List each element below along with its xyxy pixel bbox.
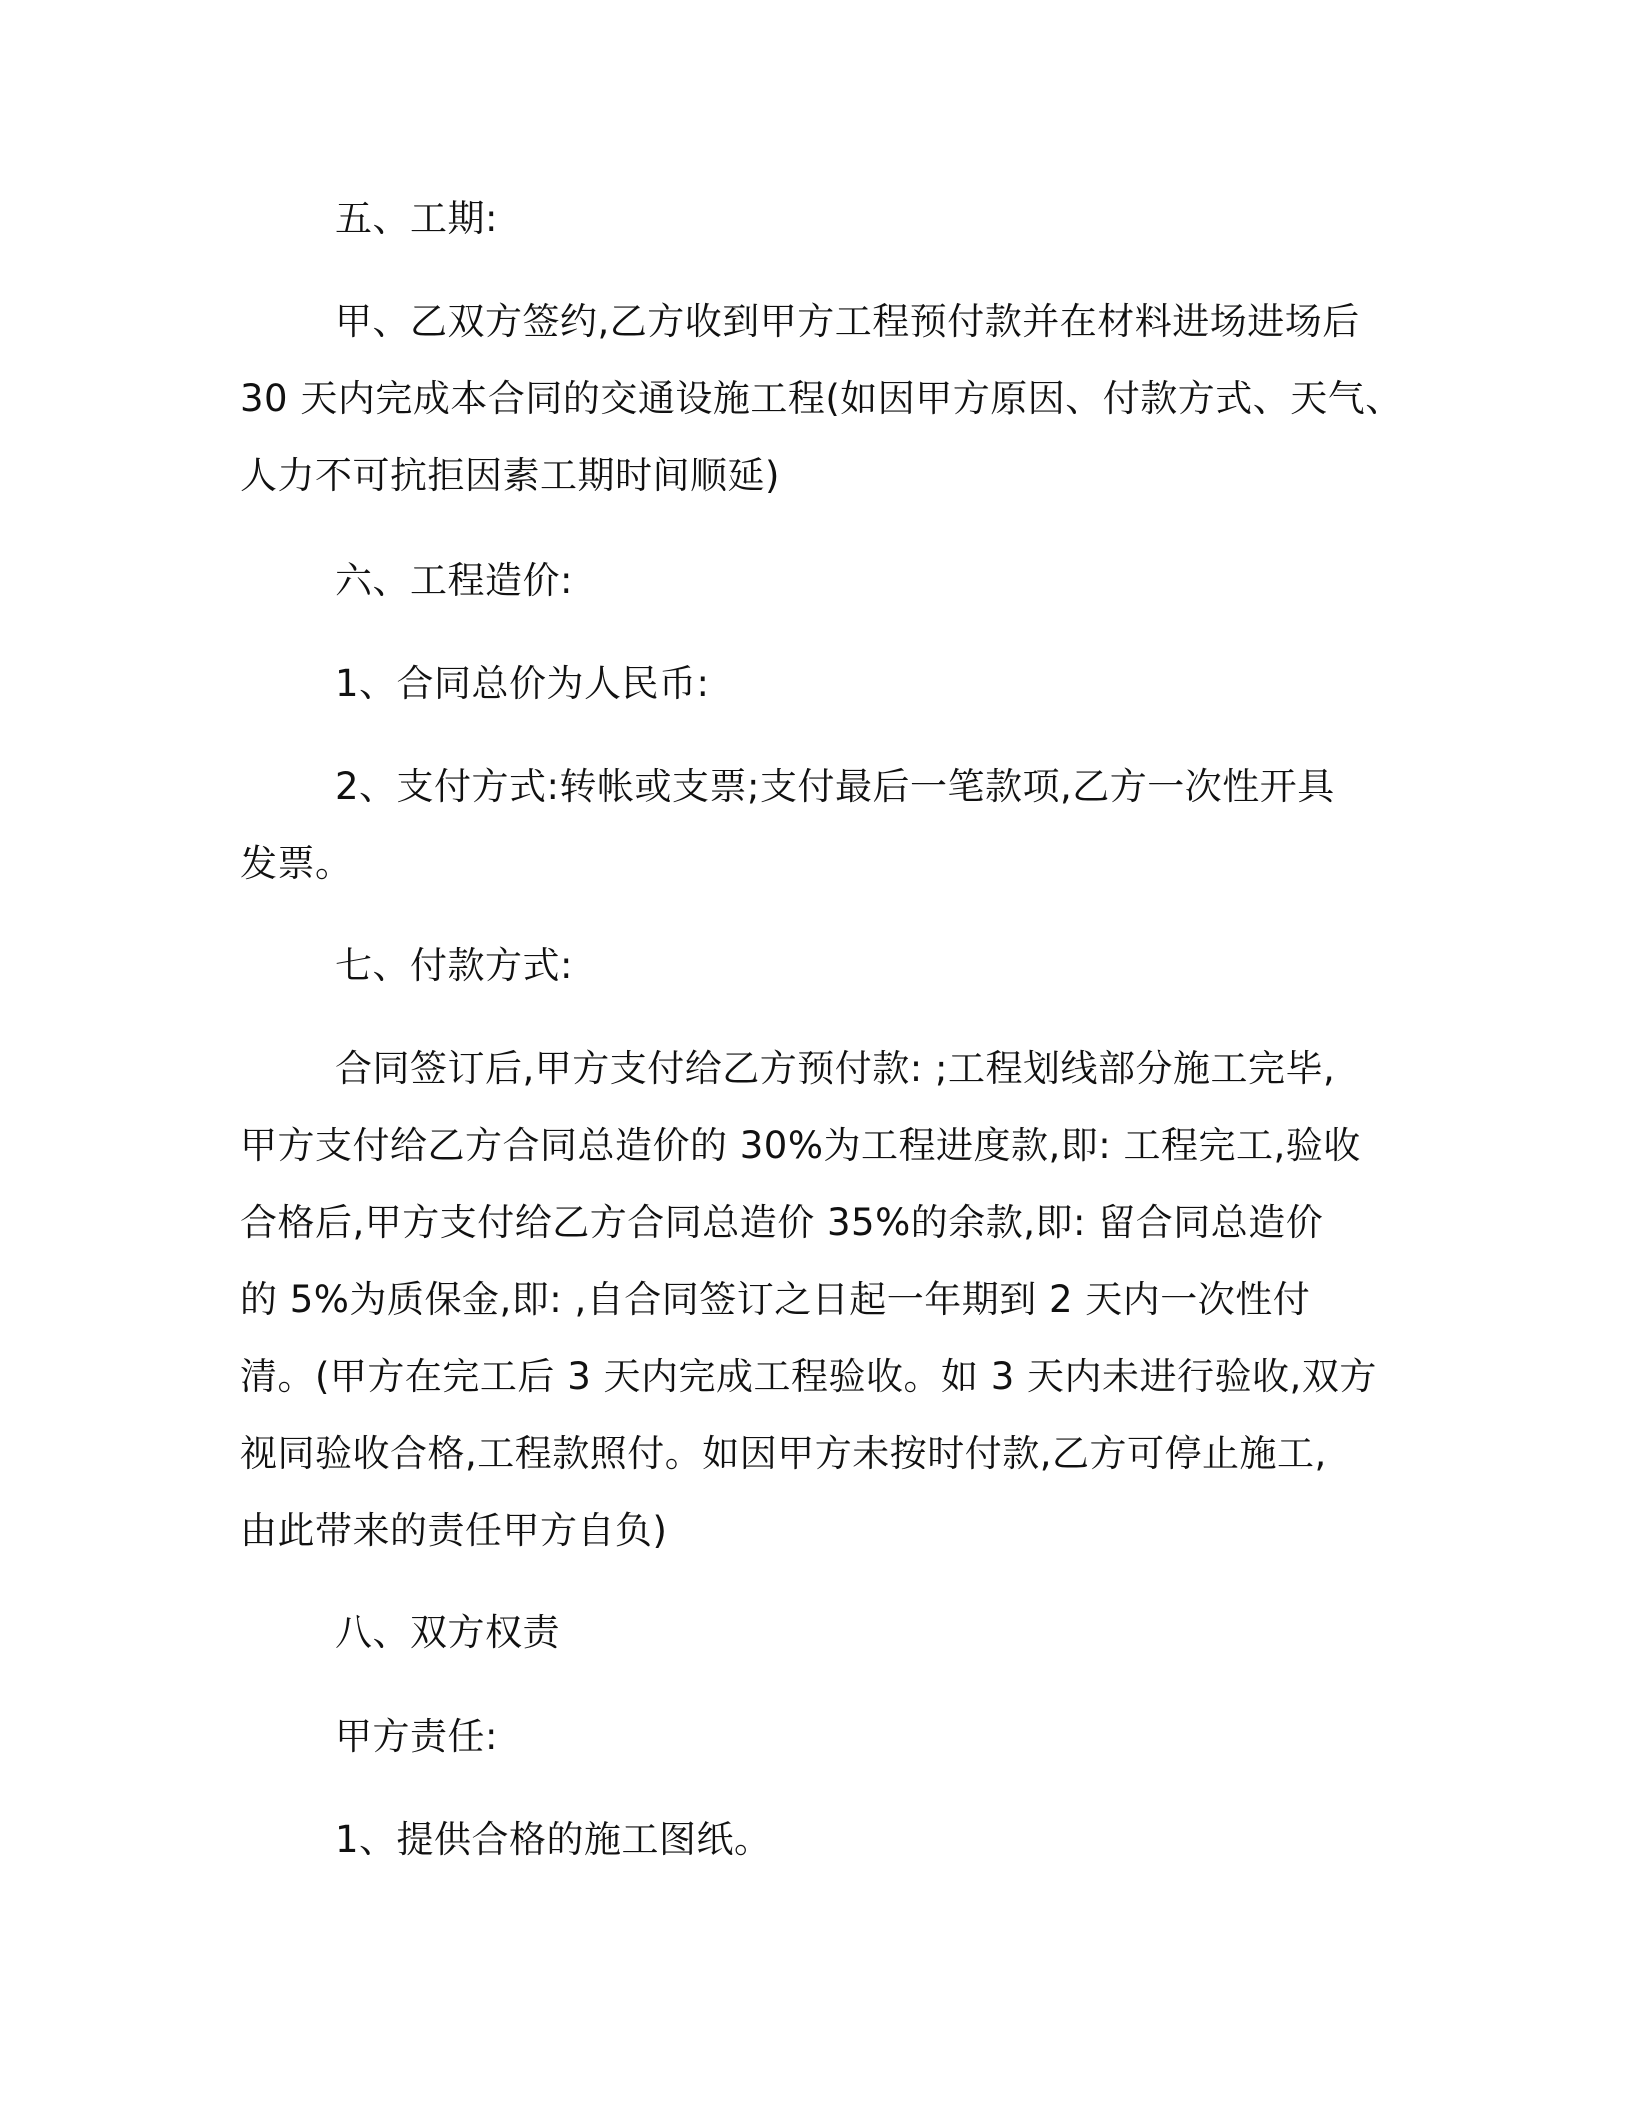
text-line: 甲方支付给乙方合同总造价的 30%为工程进度款,即: 工程完工,验收 [240,1124,1361,1167]
section-heading-schedule [240,180,1392,257]
text-line: 六、工程造价: [335,559,573,602]
subheading-party-a [240,1698,1392,1775]
text-line: 甲、乙双方签约,乙方收到甲方工程预付款并在材料进场进场后 [335,300,1360,343]
list-item-drawings [240,1801,1392,1878]
text-line: 发票。 [240,842,353,885]
text-line: 七、付款方式: [335,944,573,987]
text-line: 的 5%为质保金,即: ,自合同签订之日起一年期到 2 天内一次性付 [240,1278,1311,1321]
text-line: 由此带来的责任甲方自负) [240,1509,668,1552]
list-item-payment-method [240,748,1392,902]
list-item-total-price [240,645,1392,722]
text-line: 人力不可抗拒因素工期时间顺延) [240,454,780,497]
text-line: 2、支付方式:转帐或支票;支付最后一笔款项,乙方一次性开具 [335,765,1335,808]
paragraph-schedule-terms [240,283,1403,514]
text-line: 五、工期: [335,197,498,240]
text-line: 视同验收合格,工程款照付。如因甲方未按时付款,乙方可停止施工, [240,1432,1327,1475]
text-line: 合格后,甲方支付给乙方合同总造价 35%的余款,即: 留合同总造价 [240,1201,1324,1244]
paragraph-payment-terms [240,1030,1392,1569]
text-line: 合同签订后,甲方支付给乙方预付款: ;工程划线部分施工完毕, [335,1047,1336,1090]
text-line: 清。(甲方在完工后 3 天内完成工程验收。如 3 天内未进行验收,双方 [240,1355,1377,1398]
text-line: 甲方责任: [335,1715,498,1758]
section-heading-cost [240,542,1392,619]
section-heading-payment [240,927,1392,1004]
text-line: 30 天内完成本合同的交通设施工程(如因甲方原因、付款方式、天气、 [240,377,1403,420]
text-line: 1、合同总价为人民币: [335,662,710,705]
text-line: 1、提供合格的施工图纸。 [335,1818,772,1861]
section-heading-responsibilities [240,1594,1392,1671]
text-line: 八、双方权责 [335,1611,560,1654]
